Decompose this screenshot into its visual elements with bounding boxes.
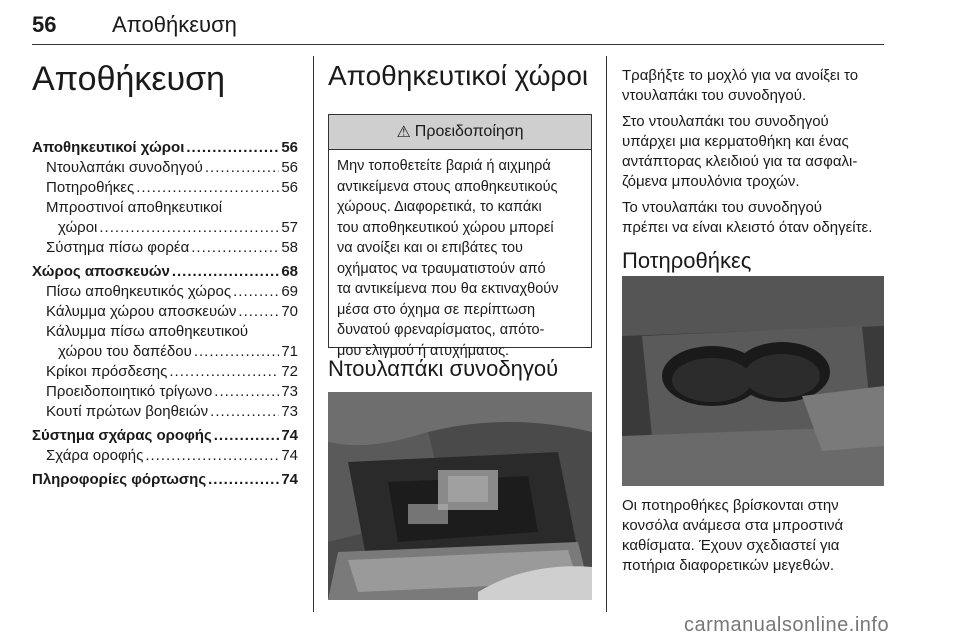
toc-entry-text: Πίσω αποθηκευτικός χώρος [46, 283, 232, 300]
toc-entry[interactable] [32, 470, 298, 490]
text-line: Το ντουλαπάκι του συνοδηγού [622, 199, 823, 216]
toc-entry[interactable] [32, 218, 298, 238]
text-line: πρέπει να είναι κλειστό όταν οδηγείτε. [622, 219, 873, 236]
toc-page-number: 74 [281, 471, 298, 488]
toc-page-number: 70 [281, 303, 298, 320]
toc-entry-text: Σχάρα οροφής [46, 447, 144, 464]
toc-entry-text: Ντουλαπάκι συνοδηγού [46, 159, 203, 176]
toc-entry-text: Κάλυμμα χώρου αποσκευών [46, 303, 237, 320]
toc-leader [205, 158, 279, 178]
toc-entry[interactable] [32, 158, 298, 178]
glovebox-photo [328, 392, 592, 600]
warning-header [329, 115, 591, 150]
page-header [32, 4, 884, 45]
warning-line: χώρους. Διαφορετικά, το καπάκι [337, 199, 542, 215]
toc-leader [136, 178, 279, 198]
glovebox-paragraph [622, 112, 912, 192]
text-line: ποτήρια διαφορετικών μεγεθών. [622, 557, 835, 574]
warning-line: μέσα στο όχημα σε περίπτωση [337, 301, 536, 318]
text-line: καθίσματα. Έχουν σχεδιαστεί για [622, 537, 840, 554]
toc-entry[interactable] [32, 262, 298, 282]
warning-line: δυνατού φρεναρίσματος, απότο- [337, 322, 545, 338]
toc-page-number: 72 [281, 363, 298, 380]
toc-leader [233, 282, 279, 302]
toc-page-number: 74 [281, 427, 298, 444]
toc-leader [208, 470, 279, 490]
page-number: 56 [32, 12, 57, 37]
glovebox-text [622, 66, 912, 244]
toc-entry[interactable] [32, 238, 298, 258]
toc-entry-text: Πληροφορίες φόρτωσης [32, 471, 207, 488]
cupholders-photo [622, 276, 884, 486]
toc-leader [214, 382, 279, 402]
toc-page-number: 74 [281, 447, 298, 464]
toc-leader [99, 218, 279, 238]
toc-page-number: 71 [281, 343, 298, 360]
toc-page-number: 69 [281, 283, 298, 300]
toc-page-number: 57 [281, 219, 298, 236]
watermark: carmanualsonline.info [684, 614, 890, 636]
toc-leader [214, 426, 280, 446]
warning-title: Προειδοποίηση [414, 123, 524, 140]
warning-line: να ανοίξει και οι επιβάτες του [337, 240, 523, 256]
toc-entry-text: Ποτηροθήκες [46, 179, 135, 196]
storage-title: Αποθηκευτικοί χώροι [328, 60, 589, 91]
cupholders-text [622, 496, 912, 576]
toc-entry-text: Κάλυμμα πίσω αποθηκευτικού [46, 323, 249, 340]
toc-page-number: 73 [281, 383, 298, 400]
toc-entry[interactable] [32, 402, 298, 422]
text-line: κονσόλα ανάμεσα στα μπροστινά [622, 517, 844, 534]
toc-entry-text: Σύστημα σχάρας οροφής [32, 427, 212, 444]
text-line: υπάρχει μια κερματοθήκη και ένας [622, 133, 849, 150]
text-line: Στο ντουλαπάκι του συνοδηγού [622, 113, 829, 130]
warning-box [328, 114, 592, 359]
glovebox-illustration [328, 392, 592, 600]
cupholders-title: Ποτηροθήκες [622, 248, 752, 273]
glovebox-paragraph [622, 66, 912, 106]
glovebox-title: Ντουλαπάκι συνοδηγού [328, 356, 559, 381]
warning-line: του αποθηκευτικού χώρου μπορεί [337, 219, 554, 236]
text-line: Οι ποτηροθήκες βρίσκονται στην [622, 497, 839, 514]
toc-page-number: 58 [281, 239, 298, 256]
toc-entry[interactable] [32, 342, 298, 362]
warning-line: μου ελιγμού ή ατυχήματος. [337, 342, 510, 359]
toc-leader [169, 362, 279, 382]
warning-triangle-icon: ⚠ [396, 124, 411, 141]
warning-line: τα αντικείμενα που θα εκτιναχθούν [337, 281, 559, 297]
toc-leader [172, 262, 279, 282]
text-line: ζόμενα μπουλόνια τροχών. [622, 173, 800, 190]
column-divider-left [313, 56, 314, 612]
warning-line: οχήματος να τραυματιστούν από [337, 260, 546, 277]
toc-entry[interactable] [32, 138, 298, 158]
chapter-title: Αποθήκευση [32, 60, 226, 98]
toc-entry[interactable] [32, 302, 298, 322]
toc-entry[interactable] [32, 198, 298, 218]
toc-entry[interactable] [32, 322, 298, 342]
text-line: αντάπτορας κλειδιού για τα ασφαλι- [622, 153, 858, 170]
toc-entry-text: Σύστημα πίσω φορέα [46, 239, 190, 256]
toc-leader [191, 238, 279, 258]
section-title: Αποθήκευση [112, 12, 237, 37]
text-line: Τραβήξτε το μοχλό για να ανοίξει το [622, 67, 859, 84]
toc-entry[interactable] [32, 382, 298, 402]
glovebox-paragraph [622, 198, 912, 238]
toc-entry[interactable] [32, 282, 298, 302]
toc-leader [145, 446, 279, 466]
toc-entry-text: χώροι [58, 219, 98, 236]
toc-entry-text: Χώρος αποσκευών [32, 263, 170, 280]
text-line: ντουλαπάκι του συνοδηγού. [622, 87, 807, 104]
column-divider-right [606, 56, 607, 612]
warning-line: Μην τοποθετείτε βαριά ή αιχμηρά [337, 158, 551, 174]
toc-entry-text: Προειδοποιητικό τρίγωνο [46, 383, 213, 400]
toc-leader [238, 302, 279, 322]
toc-page-number: 56 [281, 139, 298, 156]
toc-entry-text: Κουτί πρώτων βοηθειών [46, 403, 209, 420]
toc-leader [210, 402, 279, 422]
toc-page-number: 73 [281, 403, 298, 420]
toc-entry-text: χώρου του δαπέδου [58, 343, 192, 360]
toc-page-number: 56 [281, 159, 298, 176]
toc-entry[interactable] [32, 362, 298, 382]
warning-line: αντικείμενα στους αποθηκευτικούς [337, 178, 558, 195]
toc-page-number: 68 [281, 263, 298, 280]
table-of-contents [32, 138, 298, 490]
toc-entry-text: Μπροστινοί αποθηκευτικοί [46, 199, 223, 216]
toc-entry[interactable] [32, 446, 298, 466]
toc-leader [186, 138, 279, 158]
toc-leader [194, 342, 280, 362]
toc-entry-text: Κρίκοι πρόσδεσης [46, 363, 168, 380]
cupholders-illustration [622, 276, 884, 486]
warning-text [329, 150, 591, 367]
toc-entry-text: Αποθηκευτικοί χώροι [32, 139, 185, 156]
toc-entry[interactable] [32, 426, 298, 446]
toc-entry[interactable] [32, 178, 298, 198]
toc-page-number: 56 [281, 179, 298, 196]
